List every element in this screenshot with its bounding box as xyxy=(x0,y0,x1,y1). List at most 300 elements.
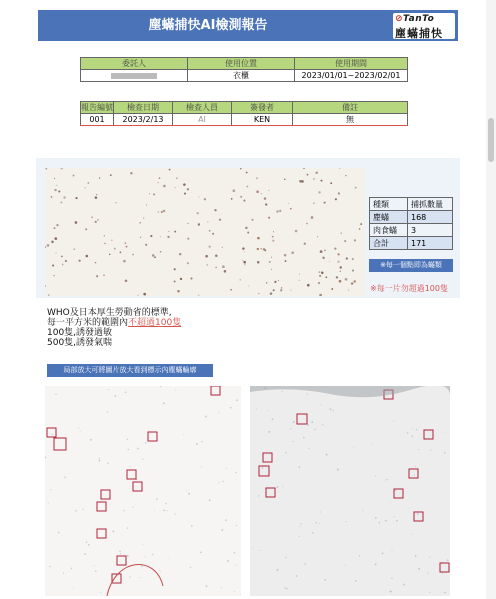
mite-marker-box[interactable] xyxy=(54,438,66,450)
fiber-speck xyxy=(188,493,190,495)
fiber-speck xyxy=(407,432,408,433)
table-header-inspector: 檢查人員 xyxy=(173,102,232,114)
mite-dot xyxy=(215,254,218,257)
table-header-check-date: 檢查日期 xyxy=(114,102,173,114)
mite-dot xyxy=(334,247,336,249)
mite-dot xyxy=(299,280,300,281)
logo-text: ⊘TanTo xyxy=(395,14,435,24)
fiber-speck xyxy=(282,486,283,487)
fiber-speck xyxy=(140,577,141,578)
mite-dot xyxy=(313,202,315,204)
mite-dot xyxy=(257,261,260,264)
mite-dot xyxy=(315,171,318,174)
mite-dot xyxy=(268,190,269,191)
mite-dot xyxy=(169,169,171,171)
mite-dot xyxy=(351,282,353,284)
mite-dot xyxy=(341,232,342,233)
mite-dot xyxy=(272,236,274,238)
fiber-speck xyxy=(129,466,130,467)
check-date-cell: 2023/2/13 xyxy=(114,114,173,126)
mite-dot xyxy=(280,289,282,291)
fiber-speck xyxy=(167,510,168,511)
fiber-speck xyxy=(99,460,101,462)
mite-dot xyxy=(187,188,189,190)
mite-dot xyxy=(224,270,227,273)
fiber-speck xyxy=(223,481,224,482)
mite-dot xyxy=(306,223,307,224)
mite-dot xyxy=(149,193,150,194)
mite-dot xyxy=(54,275,55,276)
mite-dot xyxy=(270,292,273,295)
fiber-speck xyxy=(268,431,270,433)
mite-dot xyxy=(261,248,262,249)
location-cell: 衣櫃 xyxy=(188,70,295,82)
mite-dot xyxy=(215,267,216,268)
fiber-speck xyxy=(414,474,415,475)
mite-dot xyxy=(146,205,147,206)
mite-dot xyxy=(104,235,105,236)
mite-dot xyxy=(125,242,127,244)
scrollbar-track[interactable] xyxy=(486,0,496,599)
mite-dot xyxy=(240,168,242,169)
fiber-speck xyxy=(387,479,388,480)
fiber-speck xyxy=(64,476,66,478)
mite-dot xyxy=(137,295,138,296)
mite-dot xyxy=(319,271,321,273)
report-title: 塵蟎捕快AI檢測報告 xyxy=(148,18,268,33)
mite-marker-box[interactable] xyxy=(409,469,418,478)
who-line-3: 100隻,誘發過敏 xyxy=(47,328,113,338)
fiber-speck xyxy=(299,466,301,468)
mite-marker-box[interactable] xyxy=(414,512,423,521)
mite-dot xyxy=(264,249,266,251)
mite-dot xyxy=(345,278,348,281)
mite-dot xyxy=(246,172,248,174)
fiber-speck xyxy=(330,408,332,410)
fiber-speck xyxy=(382,553,384,555)
mite-dot xyxy=(56,224,58,226)
fiber-speck xyxy=(293,421,295,423)
who-line-4: 500隻,誘發氣喘 xyxy=(47,338,113,348)
red-fiber-strand xyxy=(107,564,163,596)
fiber-speck xyxy=(389,590,391,592)
mite-dot xyxy=(60,168,63,169)
mite-dot xyxy=(266,282,267,283)
mite-dot xyxy=(311,216,314,219)
fiber-speck xyxy=(411,534,412,535)
fiber-speck xyxy=(299,536,300,537)
fiber-speck xyxy=(75,510,77,512)
mite-dot xyxy=(301,180,304,183)
fiber-speck xyxy=(205,415,207,417)
fiber-speck xyxy=(219,482,220,483)
mite-dot xyxy=(85,228,87,230)
mite-dot xyxy=(175,187,176,188)
mite-dot xyxy=(187,262,189,264)
fiber-speck xyxy=(393,421,394,422)
mite-dot xyxy=(233,189,236,192)
mite-dot xyxy=(321,180,323,182)
fiber-speck xyxy=(375,563,377,565)
fiber-speck xyxy=(429,557,430,558)
count-value-predatory-mite: 3 xyxy=(408,224,453,237)
mite-marker-box[interactable] xyxy=(266,488,275,497)
mite-dot xyxy=(273,289,275,291)
fiber-speck xyxy=(444,592,446,594)
fiber-speck xyxy=(396,520,398,522)
fiber-speck xyxy=(119,551,120,552)
fiber-speck xyxy=(429,592,430,593)
mite-dot xyxy=(291,251,294,254)
fiber-speck xyxy=(125,391,127,393)
mite-dot xyxy=(247,232,249,234)
mite-marker-box[interactable] xyxy=(211,386,220,395)
fiber-speck xyxy=(221,529,223,531)
table-header-client: 委託人 xyxy=(81,58,188,70)
fiber-speck xyxy=(145,556,146,557)
mite-marker-box[interactable] xyxy=(424,430,433,439)
mite-marker-box[interactable] xyxy=(263,453,272,462)
report-info-table xyxy=(80,101,408,126)
mite-dot xyxy=(212,233,214,235)
mite-dot xyxy=(109,254,110,255)
mite-dot xyxy=(85,187,86,188)
mite-dot xyxy=(299,274,300,275)
fiber-speck xyxy=(230,407,232,409)
fiber-speck xyxy=(234,591,235,592)
mite-dot xyxy=(307,284,310,287)
fiber-speck xyxy=(362,510,363,511)
fiber-speck xyxy=(359,555,360,556)
report-header xyxy=(38,10,458,41)
count-header-type: 種類 xyxy=(370,198,408,211)
mite-dot xyxy=(150,235,152,237)
mite-marker-box[interactable] xyxy=(97,529,106,538)
limit-warning: ※每一片勿超過100隻 xyxy=(370,284,448,293)
fiber-speck xyxy=(332,410,333,411)
mite-dot xyxy=(339,280,342,283)
scrollbar-thumb[interactable] xyxy=(488,118,494,162)
fiber-speck xyxy=(45,457,46,459)
fiber-speck xyxy=(165,503,167,505)
mite-dot xyxy=(104,243,105,244)
mite-dot xyxy=(167,236,169,238)
fiber-speck xyxy=(201,441,203,443)
count-value-dust-mite: 168 xyxy=(408,211,453,224)
fiber-speck xyxy=(326,454,328,456)
mite-dot xyxy=(73,175,75,177)
mite-dot xyxy=(251,219,253,221)
fiber-speck xyxy=(145,442,147,444)
mite-dot xyxy=(91,216,93,218)
mite-marker-box[interactable] xyxy=(47,428,56,437)
fiber-speck xyxy=(201,466,202,467)
table-header-period: 使用期間 xyxy=(295,58,408,70)
mite-dot xyxy=(187,223,188,224)
fiber-speck xyxy=(316,522,318,524)
fiber-speck xyxy=(137,448,139,450)
mite-dot xyxy=(126,246,128,248)
mite-dot xyxy=(153,193,155,195)
fiber-speck xyxy=(99,458,100,459)
mite-dot xyxy=(325,276,327,278)
mite-dot xyxy=(281,287,282,288)
mite-dot xyxy=(303,168,305,169)
fiber-speck xyxy=(314,429,316,431)
mite-marker-box[interactable] xyxy=(259,466,269,476)
mite-dot xyxy=(99,177,101,179)
mite-dot xyxy=(360,223,362,225)
mite-dot xyxy=(279,210,281,212)
fiber-speck xyxy=(108,389,109,390)
mite-dot xyxy=(62,264,64,266)
mite-dot xyxy=(352,258,354,260)
fiber-speck xyxy=(163,510,165,512)
fiber-speck xyxy=(304,563,306,565)
fiber-speck xyxy=(444,452,446,454)
mite-dot xyxy=(198,196,199,197)
fiber-speck xyxy=(319,523,320,524)
mite-dot xyxy=(54,227,56,229)
mite-dot xyxy=(244,251,245,252)
mite-marker-box[interactable] xyxy=(133,482,142,491)
mite-dot xyxy=(154,256,156,258)
fiber-speck xyxy=(307,393,308,394)
mite-dot xyxy=(214,209,216,211)
mite-dot xyxy=(207,221,208,222)
fiber-speck xyxy=(372,444,373,445)
fiber-speck xyxy=(86,541,88,543)
fiber-speck xyxy=(284,587,286,589)
fiber-speck xyxy=(345,521,346,522)
mite-marker-box[interactable] xyxy=(127,470,136,479)
mite-dot xyxy=(174,281,176,283)
mite-dot xyxy=(143,293,146,296)
fiber-speck xyxy=(73,588,74,589)
fiber-speck xyxy=(445,432,446,433)
mite-dot xyxy=(45,246,46,247)
fiber-speck xyxy=(379,522,381,524)
mite-dot xyxy=(324,250,326,252)
fiber-speck xyxy=(268,410,269,411)
table-header-issuer: 簽發者 xyxy=(232,102,293,114)
fiber-speck xyxy=(285,452,286,453)
mite-dot xyxy=(61,256,63,258)
fiber-speck xyxy=(159,570,160,571)
mite-dot xyxy=(354,239,356,241)
mite-dot xyxy=(274,281,276,283)
microscope-image-left xyxy=(45,386,241,596)
mite-dot xyxy=(317,236,318,237)
mite-dot xyxy=(285,260,287,262)
report-no-cell: 001 xyxy=(81,114,114,126)
mite-dot xyxy=(355,187,357,189)
mite-dot xyxy=(246,186,248,188)
mite-dot xyxy=(45,168,47,170)
mite-dot xyxy=(58,190,60,192)
mite-dot xyxy=(205,255,208,258)
fiber-speck xyxy=(236,399,238,401)
fiber-speck xyxy=(337,469,339,471)
count-type-dust-mite: 塵蟎 xyxy=(370,211,408,224)
fiber-speck xyxy=(107,411,108,412)
fiber-speck xyxy=(127,555,129,557)
fiber-speck xyxy=(196,443,198,445)
mite-dot xyxy=(240,196,242,198)
mite-dot xyxy=(54,237,57,240)
fiber-speck xyxy=(253,547,254,548)
mite-dot xyxy=(157,182,158,183)
mite-dot xyxy=(219,219,221,221)
mite-dot xyxy=(73,248,75,250)
mite-dot xyxy=(95,221,97,223)
fiber-speck xyxy=(163,402,165,404)
fiber-speck xyxy=(233,552,235,554)
mite-dot xyxy=(183,183,186,186)
mite-dot xyxy=(55,253,56,254)
mite-dot xyxy=(174,268,176,270)
fiber-speck xyxy=(218,412,219,413)
mite-dot xyxy=(132,254,134,256)
mite-dot xyxy=(242,260,243,261)
mite-dot xyxy=(271,257,272,258)
fiber-speck xyxy=(142,544,143,545)
mite-dot xyxy=(322,257,324,259)
mite-dot xyxy=(257,237,260,240)
mite-dots-illustration xyxy=(45,168,365,296)
dust-edge xyxy=(250,386,450,397)
fiber-speck xyxy=(395,490,396,491)
fiber-speck xyxy=(394,516,395,517)
mite-dot xyxy=(295,230,298,233)
mite-dot xyxy=(206,264,208,266)
mite-dot-note-button[interactable]: ※每一個點即為蟎類 xyxy=(369,259,453,272)
mite-dot xyxy=(87,182,89,184)
fiber-speck xyxy=(391,578,392,579)
fiber-speck xyxy=(428,572,429,573)
fiber-speck xyxy=(447,559,449,561)
fiber-speck xyxy=(415,555,417,557)
mite-dot xyxy=(184,193,186,195)
fiber-speck xyxy=(282,391,283,392)
mite-dot xyxy=(48,294,49,295)
mite-dot xyxy=(198,295,199,296)
mite-marker-box[interactable] xyxy=(148,432,157,441)
mite-dot xyxy=(54,189,56,191)
issuer-cell: KEN xyxy=(232,114,293,126)
zoom-hint-banner[interactable]: 局部放大可將圖片放大看到標示內塵蟎輪廓 xyxy=(47,364,213,377)
mite-dot xyxy=(304,243,306,245)
fiber-speck xyxy=(127,527,128,528)
fiber-speck xyxy=(416,429,417,430)
fiber-speck xyxy=(258,495,259,496)
mite-dot xyxy=(95,262,97,264)
mite-dot xyxy=(130,172,132,174)
mite-dot xyxy=(56,185,57,186)
mite-dot xyxy=(257,248,259,250)
mite-dot xyxy=(152,254,155,257)
mite-dot xyxy=(340,266,342,268)
fiber-speck xyxy=(94,565,95,566)
fiber-speck xyxy=(200,551,202,553)
mite-dot xyxy=(47,244,50,247)
fiber-speck xyxy=(303,437,305,439)
fiber-speck xyxy=(142,459,143,460)
fiber-speck xyxy=(78,427,79,428)
mite-marker-box[interactable] xyxy=(440,563,449,572)
mite-dot xyxy=(158,211,159,212)
fiber-speck xyxy=(175,513,176,514)
fiber-speck xyxy=(311,421,313,423)
fiber-speck xyxy=(385,520,387,522)
mite-dot xyxy=(307,174,309,176)
fiber-speck xyxy=(293,441,294,442)
fiber-speck xyxy=(112,530,114,532)
fiber-speck xyxy=(191,525,193,527)
fiber-speck xyxy=(80,431,81,432)
mite-marker-box[interactable] xyxy=(101,490,110,499)
fiber-speck xyxy=(300,523,301,524)
fiber-speck xyxy=(206,585,208,587)
fiber-speck xyxy=(375,517,377,519)
fiber-speck xyxy=(209,499,211,501)
mite-dot xyxy=(318,191,320,193)
fiber-speck xyxy=(290,428,291,429)
who-standard-text xyxy=(47,308,181,348)
count-type-total: 合計 xyxy=(370,237,408,250)
mite-dot xyxy=(103,274,105,276)
fiber-speck xyxy=(154,510,155,511)
table-divider xyxy=(80,125,408,126)
mite-dot xyxy=(145,244,147,246)
mite-dot xyxy=(337,253,339,255)
mite-dot xyxy=(123,260,126,263)
mite-dot xyxy=(261,193,262,194)
mite-dot xyxy=(256,177,258,179)
mite-dot xyxy=(143,217,144,218)
mite-dot xyxy=(120,252,122,254)
mite-dot xyxy=(243,200,245,202)
mite-dot xyxy=(313,178,315,180)
fiber-speck xyxy=(308,448,309,449)
fiber-speck xyxy=(55,394,56,395)
mite-dot xyxy=(248,285,249,286)
fiber-speck xyxy=(120,553,121,554)
mite-dot xyxy=(198,223,200,225)
fiber-speck xyxy=(417,513,419,515)
mite-dot xyxy=(272,240,274,242)
mite-dot xyxy=(284,179,286,181)
mite-dot xyxy=(177,290,179,292)
fiber-speck xyxy=(321,404,322,405)
fiber-speck xyxy=(190,567,191,568)
mite-dot xyxy=(242,247,244,249)
mite-marker-box[interactable] xyxy=(117,556,126,565)
mite-dot xyxy=(45,285,46,287)
mite-dot xyxy=(63,196,65,198)
mite-dot xyxy=(230,289,232,291)
fiber-speck xyxy=(260,550,261,551)
fiber-speck xyxy=(136,504,137,505)
mite-dot xyxy=(288,203,289,204)
fiber-speck xyxy=(160,571,161,572)
mite-dot xyxy=(245,227,247,229)
mite-dot xyxy=(339,168,340,169)
fiber-speck xyxy=(236,472,237,473)
mite-dot xyxy=(179,253,181,255)
mite-marker-box[interactable] xyxy=(297,414,307,424)
mite-marker-box[interactable] xyxy=(97,502,106,511)
